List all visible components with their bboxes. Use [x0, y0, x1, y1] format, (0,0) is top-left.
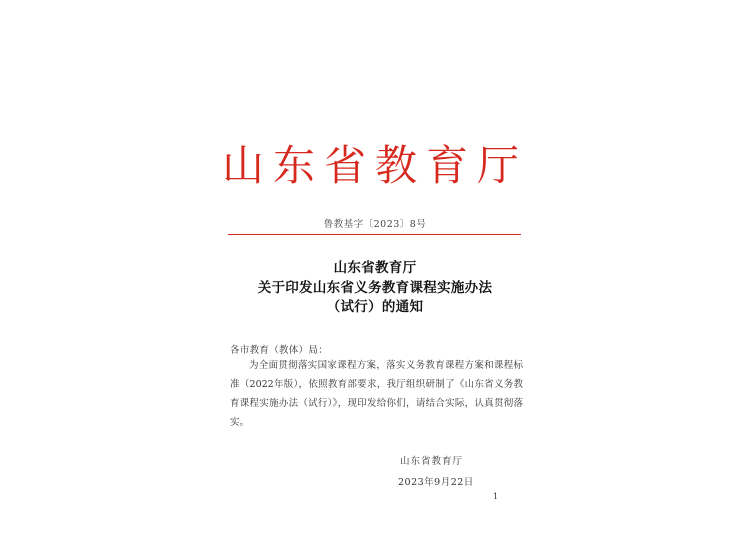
document-number: 鲁教基字〔2023〕8号: [323, 219, 427, 230]
masthead-title: 山东省教育厅: [221, 141, 528, 190]
notice-title: [0, 259, 750, 318]
notice-title-line-2: 关于印发山东省义务教育课程实施办法: [257, 279, 493, 296]
signature-organization: 山东省教育厅: [400, 456, 464, 467]
notice-title-line-3: （试行）的通知: [326, 299, 424, 315]
signature-date: 2023年9月22日: [398, 477, 474, 488]
red-divider-line: [228, 234, 521, 235]
page-number: 1: [493, 492, 499, 501]
body-paragraph: 为全面贯彻落实国家课程方案，落实义务教育课程方案和课程标准（2022年版），依照教育部要求，我厅组织研制了《山东省义务教育课程实施办法（试行）》，现印发给你们，请结合实际，认真贯彻落实。: [230, 360, 523, 428]
salutation: 各市教育（教体）局：: [230, 345, 329, 356]
notice-title-line-1: 山东省教育厅: [333, 260, 417, 276]
